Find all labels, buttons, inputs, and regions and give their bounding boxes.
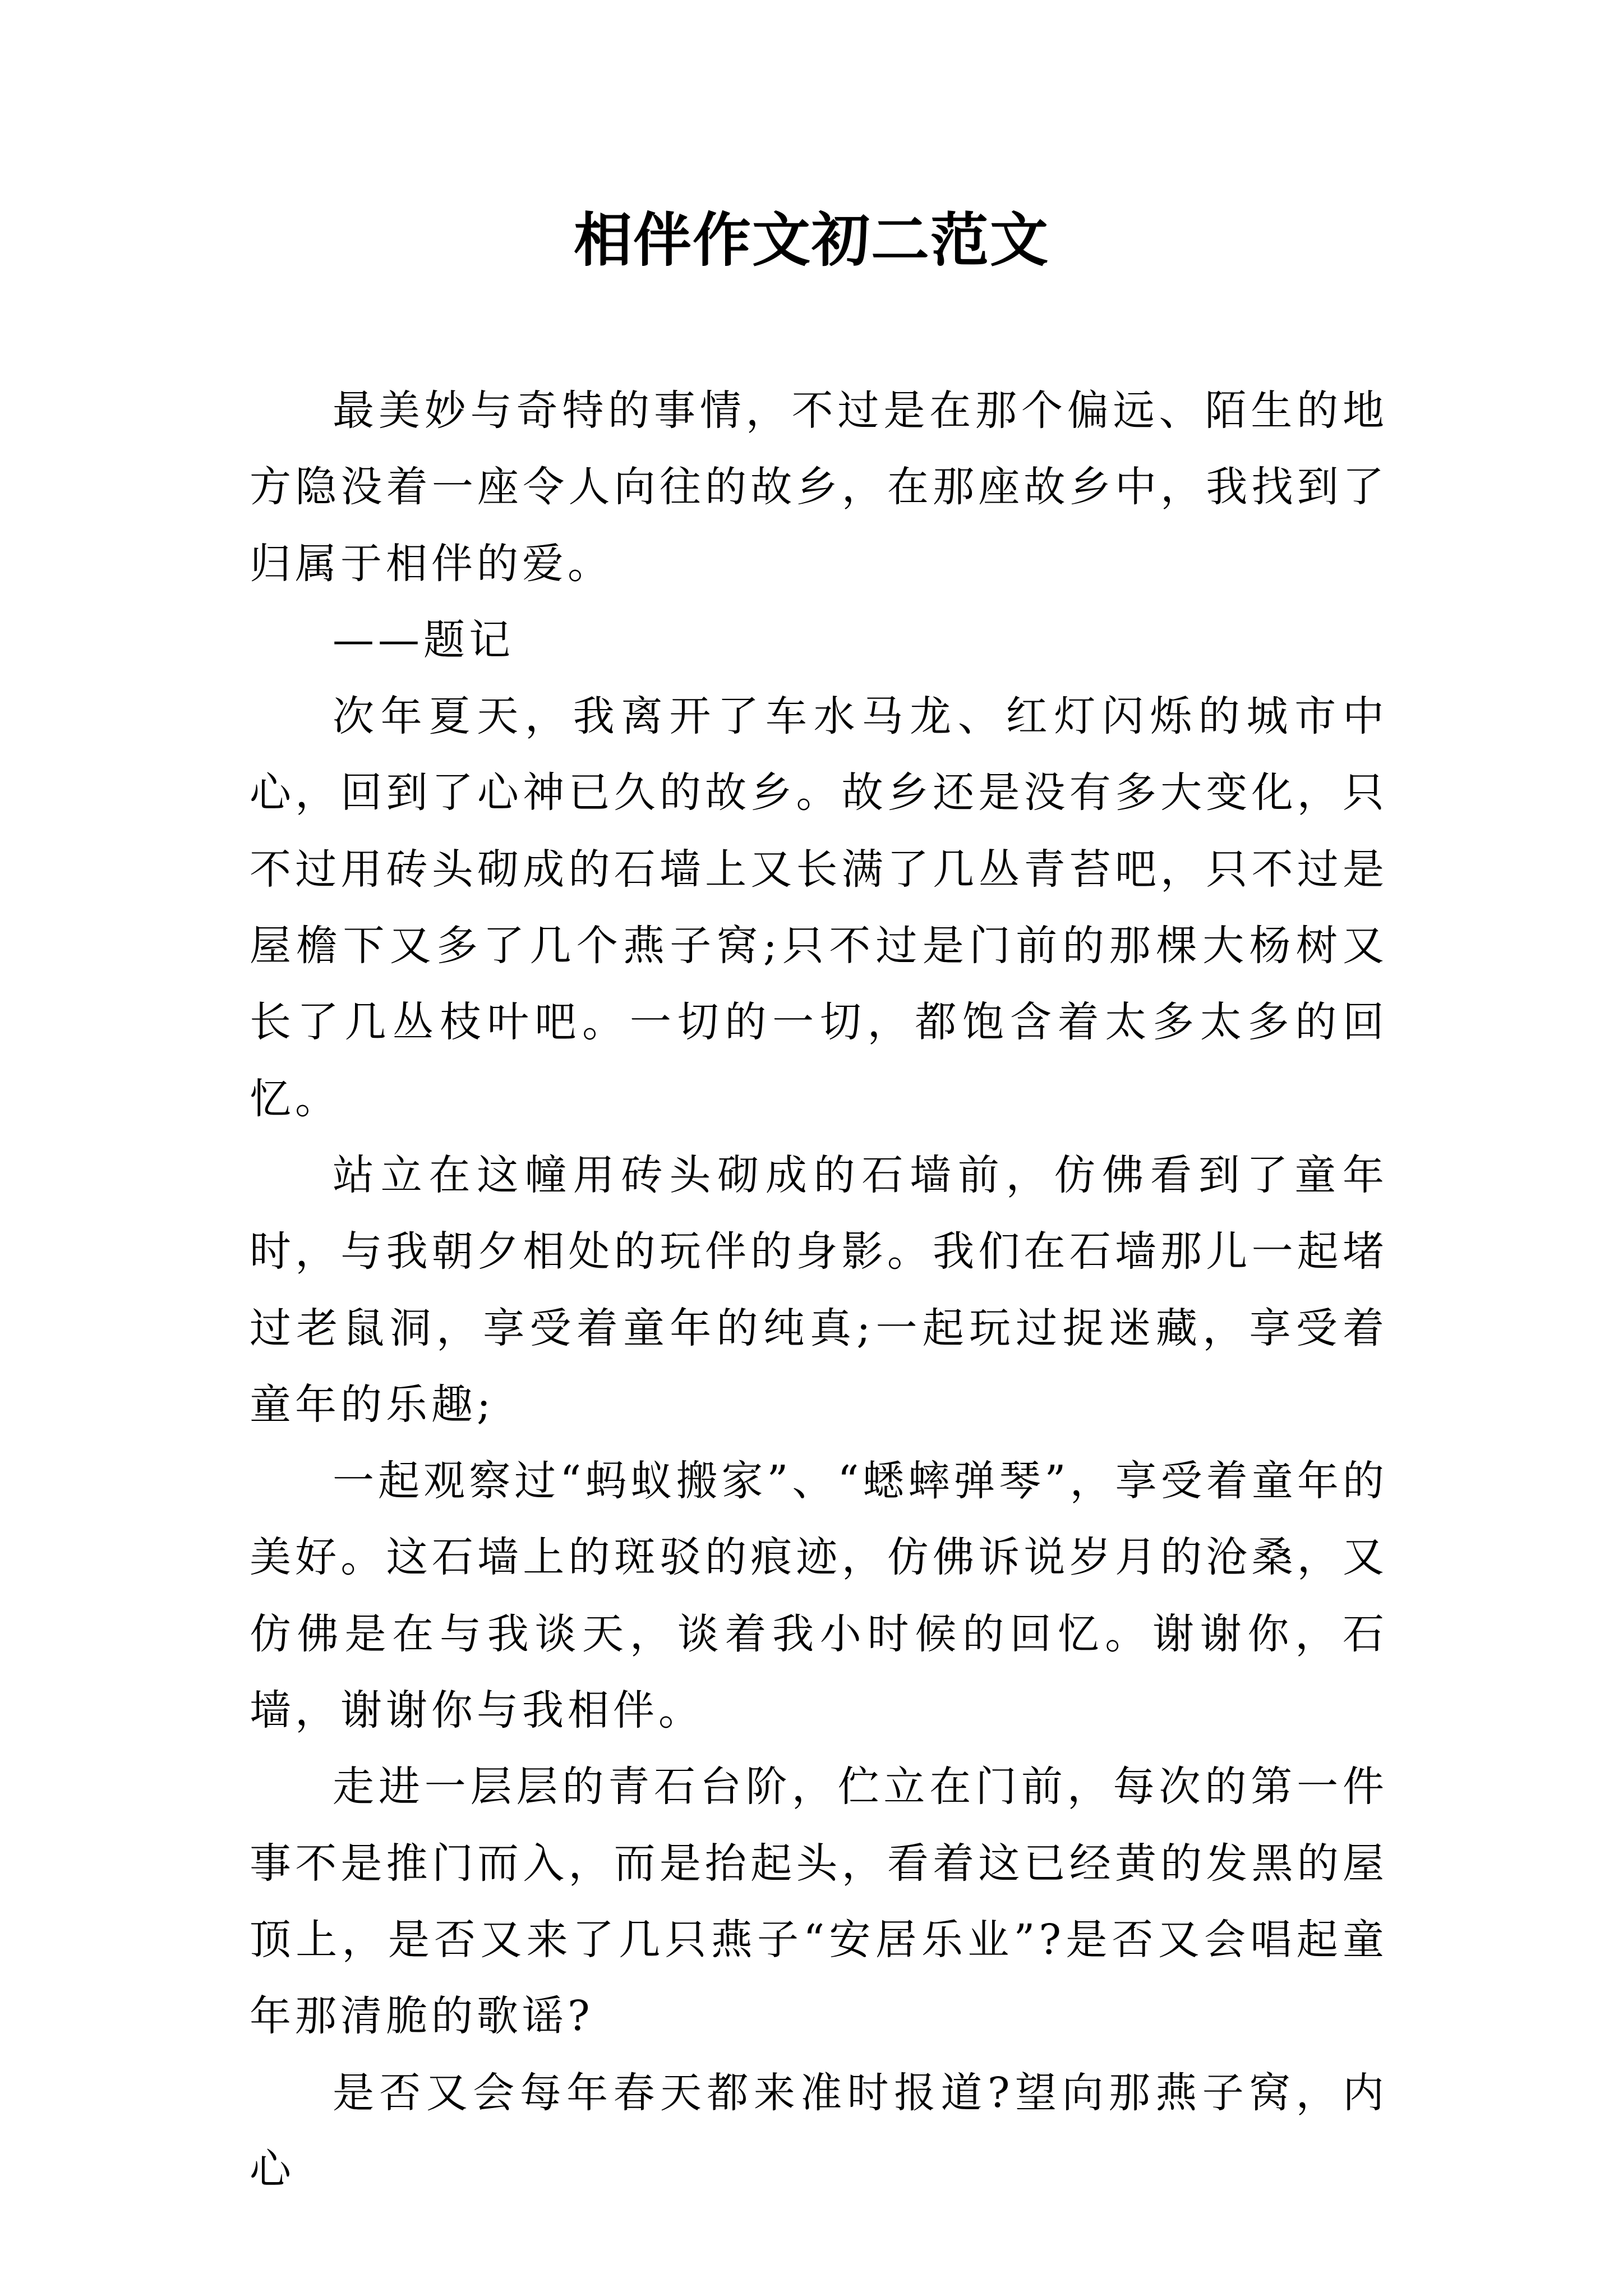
paragraph: ——题记 [333,615,514,664]
document-body [250,372,1388,2207]
paragraph: 是否又会每年春天都来准时报道?望向那燕子窝，内心 [250,2068,1388,2193]
paragraph: 次年夏天，我离开了车水马龙、红灯闪烁的城市中心，回到了心神已久的故乡。故乡还是没有多大变化，只不过用砖头砌成的石墙上又长满了几丛青苔吧，只不过是屋檐下又多了几个燕子窝;只不过是门前的那棵大杨树又长了几丛枝叶吧。一切的一切，都饱含着太多太多的回忆。 [250,692,1388,1123]
paragraph: 一起观察过“蚂蚁搬家”、“蟋蟀弹琴”，享受着童年的美好。这石墙上的斑驳的痕迹，仿佛诉说岁月的沧桑，又仿佛是在与我谈天，谈着我小时候的回忆。谢谢你，石墙，谢谢你与我相伴。 [250,1457,1388,1735]
paragraph: 站立在这幢用砖头砌成的石墙前，仿佛看到了童年时，与我朝夕相处的玩伴的身影。我们在石墙那儿一起堵过老鼠洞，享受着童年的纯真;一起玩过捉迷藏，享受着童年的乐趣; [250,1151,1388,1429]
document-title: 相伴作文初二范文 [573,205,1049,274]
paragraph: 最美妙与奇特的事情，不过是在那个偏远、陌生的地方隐没着一座令人向往的故乡，在那座故乡中，我找到了归属于相伴的爱。 [250,386,1388,588]
paragraph: 走进一层层的青石台阶，伫立在门前，每次的第一件事不是推门而入，而是抬起头，看着这已经黄的发黑的屋顶上，是否又来了几只燕子“安居乐业”?是否又会唱起童年那清脆的歌谣? [250,1763,1388,2041]
